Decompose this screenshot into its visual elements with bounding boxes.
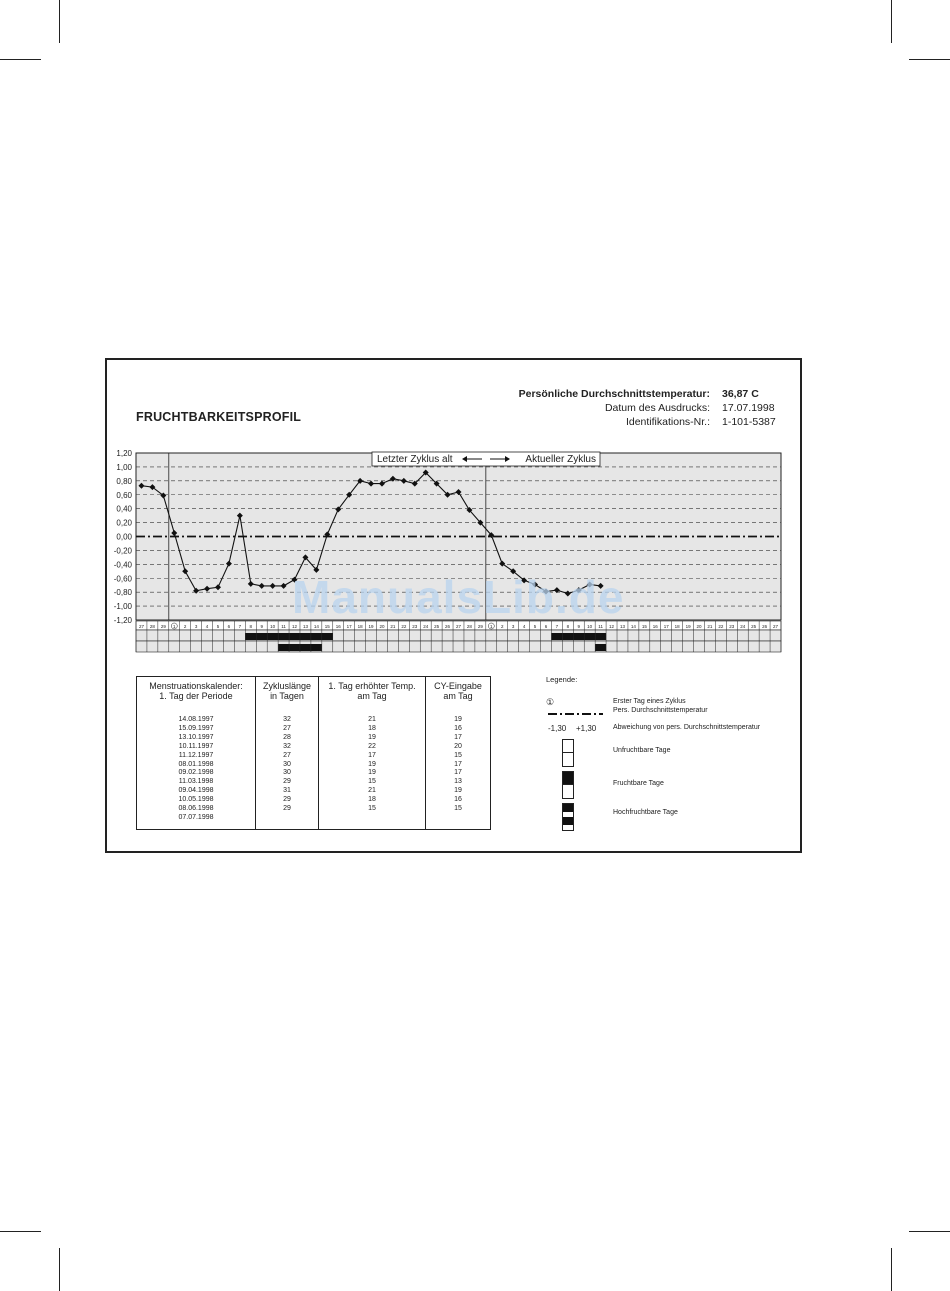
fertile-day-bar bbox=[584, 633, 595, 640]
day-label: 5 bbox=[533, 624, 537, 629]
day-label: 9 bbox=[577, 624, 581, 629]
day-label: 24 bbox=[423, 624, 429, 629]
day-label: 11 bbox=[598, 624, 603, 629]
day-label: 19 bbox=[685, 624, 691, 629]
temp-rise-day: 17 bbox=[368, 751, 376, 759]
column-values bbox=[256, 716, 318, 814]
temp-rise-day: 21 bbox=[368, 716, 376, 723]
cycle-length: 27 bbox=[283, 724, 291, 732]
calendar-column-dates bbox=[137, 677, 255, 829]
y-tick-label: -1,20 bbox=[113, 616, 132, 625]
fertile-day-bar bbox=[300, 633, 311, 640]
legend-highly-fertile: Hochfruchtbare Tage bbox=[613, 809, 678, 816]
id-label: Identifikations-Nr.: bbox=[625, 416, 710, 428]
y-tick-label: -0,20 bbox=[113, 546, 132, 556]
cy-entry-day: 15 bbox=[454, 751, 462, 759]
column-header: Zykluslänge in Tagen bbox=[262, 681, 312, 701]
y-tick-label: 0,40 bbox=[116, 504, 132, 514]
day-label: 16 bbox=[335, 624, 341, 629]
legend-infertile: Unfruchtbare Tage bbox=[613, 747, 671, 754]
cycle-length: 30 bbox=[283, 769, 291, 777]
day-label: 22 bbox=[718, 624, 724, 629]
day-label: 1 bbox=[490, 624, 493, 629]
legend-title: Legende: bbox=[546, 675, 578, 684]
temp-rise-day: 22 bbox=[368, 742, 376, 750]
period-start-date: 10.05.1998 bbox=[178, 796, 214, 804]
day-label: 6 bbox=[544, 624, 548, 629]
temp-rise-day: 15 bbox=[368, 778, 376, 786]
highly-fertile-day-bar bbox=[289, 644, 300, 651]
day-label: 27 bbox=[455, 624, 462, 629]
period-start-date: 15.09.1997 bbox=[178, 724, 214, 732]
day-label: 22 bbox=[401, 624, 407, 629]
cycle-length: 31 bbox=[283, 787, 291, 795]
day-label: 27 bbox=[773, 624, 779, 629]
day-label: 28 bbox=[466, 624, 472, 629]
day-label: 23 bbox=[412, 624, 418, 629]
day-label: 12 bbox=[292, 624, 298, 629]
day-label: 4 bbox=[522, 624, 526, 629]
period-start-date: 10.11.1997 bbox=[178, 742, 214, 750]
day-label: 29 bbox=[160, 624, 166, 629]
day-label: 8 bbox=[249, 624, 253, 629]
highly-fertile-day-bar bbox=[278, 644, 289, 651]
cycle-banner-right: Aktueller Zyklus bbox=[525, 454, 596, 465]
chart-title: FRUCHTBARKEITSPROFIL bbox=[136, 410, 302, 424]
temp-rise-day: 19 bbox=[368, 769, 376, 777]
period-start-date: 07.07.1998 bbox=[178, 813, 214, 821]
highly-fertile-day-sample bbox=[562, 803, 574, 831]
period-start-date: 08.01.1998 bbox=[178, 760, 214, 768]
day-label: 21 bbox=[707, 624, 713, 629]
highly-fertile-day-bar bbox=[311, 644, 322, 651]
day-label: 2 bbox=[183, 624, 187, 629]
day-label: 20 bbox=[696, 624, 702, 629]
period-start-date: 11.03.1998 bbox=[178, 778, 214, 786]
y-tick-label: 0,60 bbox=[116, 490, 132, 500]
temp-rise-day: 19 bbox=[368, 760, 376, 768]
day-label: 13 bbox=[302, 624, 308, 629]
day-label: 18 bbox=[357, 624, 363, 629]
temp-rise-day: 18 bbox=[368, 724, 376, 732]
day-label: 11 bbox=[281, 624, 286, 629]
y-tick-label: -0,40 bbox=[113, 560, 132, 570]
cy-entry-day: 20 bbox=[454, 742, 462, 750]
temp-rise-day: 18 bbox=[368, 796, 376, 804]
day-label: 10 bbox=[587, 624, 593, 629]
day-label: 23 bbox=[729, 624, 735, 629]
cy-entry-day: 17 bbox=[454, 760, 462, 768]
temp-rise-day: 19 bbox=[368, 733, 376, 741]
day-label: 27 bbox=[138, 624, 144, 629]
day-label: 12 bbox=[609, 624, 615, 629]
day-label: 29 bbox=[477, 624, 483, 629]
day-label: 19 bbox=[368, 624, 374, 629]
fertile-day-bar bbox=[245, 633, 256, 640]
day-label: 4 bbox=[205, 624, 209, 629]
cy-entry-day: 15 bbox=[454, 805, 462, 813]
day-label: 14 bbox=[630, 624, 636, 629]
temp-rise-day: 15 bbox=[368, 805, 376, 813]
day-label: 1 bbox=[173, 624, 176, 629]
cy-entry-day: 16 bbox=[454, 724, 462, 732]
first-day-symbol: ① bbox=[546, 697, 555, 707]
cycle-length: 32 bbox=[283, 742, 291, 750]
cycle-length: 29 bbox=[283, 796, 291, 804]
day-label: 7 bbox=[238, 624, 242, 629]
day-label: 13 bbox=[619, 624, 625, 629]
period-start-date: 14.08.1997 bbox=[178, 716, 214, 723]
cycle-length: 30 bbox=[283, 760, 291, 768]
column-header: Menstruationskalender: 1. Tag der Periode bbox=[149, 681, 243, 701]
watermark: ManualsLib.de bbox=[292, 571, 625, 623]
fertile-day-bar bbox=[595, 633, 606, 640]
day-label: 2 bbox=[500, 624, 504, 629]
day-label: 26 bbox=[762, 624, 768, 629]
legend-dev-min: -1,30 bbox=[548, 724, 567, 733]
day-label: 17 bbox=[346, 624, 352, 629]
fertile-day-bar bbox=[256, 633, 267, 640]
legend-dev-max: +1,30 bbox=[576, 724, 597, 733]
day-label: 9 bbox=[260, 624, 263, 629]
fertile-day-bar bbox=[289, 633, 300, 640]
cy-entry-day: 19 bbox=[454, 716, 462, 723]
column-values bbox=[319, 716, 425, 814]
highly-fertile-row bbox=[136, 641, 781, 652]
avg-temp-value: 36,87 C bbox=[722, 388, 759, 400]
fertile-day-bar bbox=[311, 633, 322, 640]
avg-temp-line-sample bbox=[548, 711, 604, 717]
day-label: 20 bbox=[379, 624, 385, 629]
fertile-day-bar bbox=[267, 633, 278, 640]
avg-temp-label: Persönliche Durchschnittstemperatur: bbox=[518, 388, 710, 400]
legend-avg-temp: Pers. Durchschnittstemperatur bbox=[613, 707, 708, 714]
cycle-length: 32 bbox=[283, 716, 291, 723]
period-start-date: 08.06.1998 bbox=[178, 805, 214, 813]
temp-rise-day: 21 bbox=[368, 787, 376, 795]
fertile-day-bar bbox=[551, 633, 562, 640]
y-tick-label: 0,20 bbox=[116, 518, 132, 528]
cycle-banner-left: Letzter Zyklus alt bbox=[377, 454, 453, 465]
y-tick-label: -0,80 bbox=[113, 588, 132, 598]
fertile-day-bar bbox=[573, 633, 584, 640]
legend-deviation: Abweichung von pers. Durchschnittstemperatur bbox=[613, 724, 761, 731]
highly-fertile-day-bar bbox=[595, 644, 606, 651]
y-tick-label: 1,00 bbox=[116, 462, 132, 472]
legend-first-day: Erster Tag eines Zyklus bbox=[613, 698, 686, 705]
cycle-length: 29 bbox=[283, 805, 291, 813]
period-start-date: 09.04.1998 bbox=[178, 787, 214, 795]
calendar-column-temp-days bbox=[319, 677, 425, 829]
print-date-label: Datum des Ausdrucks: bbox=[604, 402, 710, 414]
day-label: 3 bbox=[194, 624, 198, 629]
day-label: 5 bbox=[216, 624, 220, 629]
day-label: 6 bbox=[227, 624, 231, 629]
day-label: 16 bbox=[652, 624, 658, 629]
y-tick-label: 0,80 bbox=[116, 476, 132, 486]
calendar-column-lengths bbox=[256, 677, 318, 829]
menstruation-calendar-table bbox=[136, 676, 491, 830]
period-start-date: 09.02.1998 bbox=[178, 769, 214, 777]
day-label: 3 bbox=[511, 624, 515, 629]
cycle-length: 29 bbox=[283, 778, 291, 786]
day-label: 8 bbox=[566, 624, 570, 629]
day-label: 26 bbox=[445, 624, 451, 629]
period-start-date: 11.12.1997 bbox=[178, 751, 214, 759]
fertile-day-bar bbox=[562, 633, 573, 640]
column-header: CY-Eingabe am Tag bbox=[434, 681, 482, 701]
cy-entry-day: 17 bbox=[454, 769, 462, 777]
day-label: 28 bbox=[149, 624, 155, 629]
fertile-day-bar bbox=[322, 633, 333, 640]
cycle-length: 27 bbox=[283, 751, 291, 759]
day-label: 25 bbox=[751, 624, 757, 629]
id-value: 1-101-5387 bbox=[722, 416, 776, 428]
day-label: 14 bbox=[313, 624, 319, 629]
cy-entry-day: 19 bbox=[454, 787, 462, 795]
fertile-day-sample bbox=[562, 771, 574, 799]
day-label: 21 bbox=[390, 624, 396, 629]
infertile-day-sample bbox=[562, 739, 574, 767]
print-date-value: 17.07.1998 bbox=[722, 402, 775, 414]
y-tick-label: -1,00 bbox=[113, 602, 132, 612]
day-label: 25 bbox=[434, 624, 440, 629]
fertile-row bbox=[136, 630, 781, 641]
legend-fertile: Fruchtbare Tage bbox=[613, 780, 664, 787]
day-label: 7 bbox=[555, 624, 559, 629]
day-label: 18 bbox=[674, 624, 680, 629]
period-start-date: 13.10.1997 bbox=[178, 733, 214, 741]
day-label: 10 bbox=[270, 624, 276, 629]
day-label: 15 bbox=[641, 624, 647, 629]
column-values bbox=[426, 716, 490, 814]
y-tick-label: -0,60 bbox=[113, 574, 132, 584]
column-values bbox=[137, 716, 255, 823]
cycle-length: 28 bbox=[283, 733, 291, 741]
y-tick-label: 0,00 bbox=[116, 532, 132, 542]
cy-entry-day: 16 bbox=[454, 796, 462, 804]
day-label: 24 bbox=[740, 624, 746, 629]
day-label: 15 bbox=[324, 624, 330, 629]
day-label: 17 bbox=[663, 624, 669, 629]
column-header: 1. Tag erhöhter Temp. am Tag bbox=[328, 681, 416, 701]
calendar-column-cy-days bbox=[426, 677, 490, 829]
y-tick-label: 1,20 bbox=[116, 449, 132, 458]
cy-entry-day: 13 bbox=[454, 778, 462, 786]
highly-fertile-day-bar bbox=[300, 644, 311, 651]
cy-entry-day: 17 bbox=[454, 733, 462, 741]
fertile-day-bar bbox=[278, 633, 289, 640]
